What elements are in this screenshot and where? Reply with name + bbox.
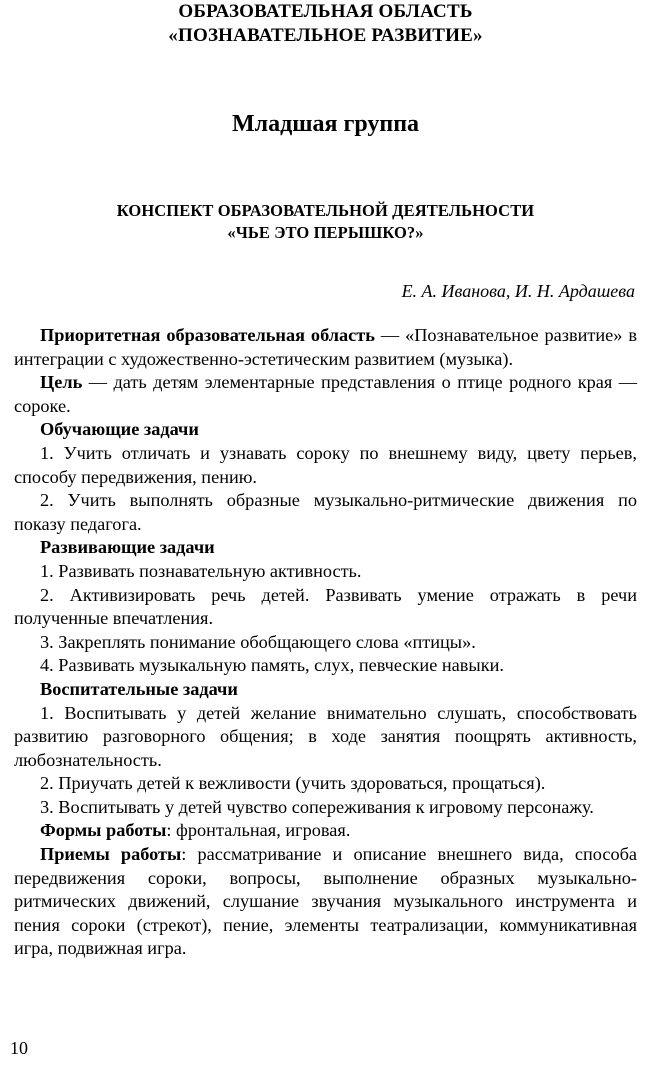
label-goal: Цель bbox=[40, 372, 83, 393]
authors-line: Е. А. Иванова, И. Н. Ардашева bbox=[401, 281, 635, 301]
lesson-subheader bbox=[14, 138, 637, 244]
developing-task-item-2: 2. Активизировать речь детей. Развивать умение отражать в речи полученные впечатления. bbox=[14, 584, 637, 629]
page-header bbox=[14, 0, 637, 48]
subheader-line-1: КОНСПЕКТ ОБРАЗОВАТЕЛЬНОЙ ДЕЯТЕЛЬНОСТИ bbox=[116, 201, 535, 220]
paragraph-forms-of-work bbox=[14, 819, 637, 843]
upbringing-task-item-1: 1. Воспитывать у детей желание внимательно слушать, способствовать развитию разговорного общения; в ходе занятия поощрять активность, любознательность. bbox=[14, 702, 637, 770]
upbringing-task-item-3: 3. Воспитывать у детей чувство сопереживания к игровому персонажу. bbox=[40, 796, 594, 817]
upbringing-task-item-2: 2. Приучать детей к вежливости (учить здороваться, прощаться). bbox=[40, 773, 546, 794]
header-line-2: «ПОЗНАВАТЕЛЬНОЕ РАЗВИТИЕ» bbox=[168, 25, 483, 46]
heading-teaching-tasks: Обучающие задачи bbox=[40, 419, 199, 440]
group-title: Младшая группа bbox=[231, 111, 420, 137]
developing-task-item-4: 4. Развивать музыкальную память, слух, певческие навыки. bbox=[40, 655, 504, 676]
subheader-line-2: «ЧЬЕ ЭТО ПЕРЫШКО?» bbox=[227, 223, 424, 242]
developing-task-item-1: 1. Развивать познавательную активность. bbox=[40, 560, 362, 581]
paragraph-methods-of-work bbox=[14, 843, 637, 961]
teaching-task-item-2: 2. Учить выполнять образные музыкально-ритмические движения по показу педагога. bbox=[14, 490, 637, 534]
teaching-task-item-1: 1. Учить отличать и узнавать сороку по внешнему виду, цвету перьев, способу передвижения, пению. bbox=[14, 442, 637, 487]
body-content bbox=[14, 302, 637, 961]
header-line-1: ОБРАЗОВАТЕЛЬНАЯ ОБЛАСТЬ bbox=[178, 1, 473, 22]
heading-developing-tasks: Развивающие задачи bbox=[40, 537, 215, 558]
label-forms-of-work: Формы работы bbox=[40, 820, 167, 841]
heading-upbringing-tasks: Воспитательные задачи bbox=[40, 678, 238, 699]
label-methods-of-work: Приемы работы bbox=[40, 844, 182, 865]
paragraph-goal bbox=[14, 371, 637, 418]
page-number: 10 bbox=[10, 1038, 28, 1058]
text-forms-of-work: : фронтальная, игровая. bbox=[166, 820, 351, 841]
text-priority-area: — «Познавательное развитие» в интеграции с художественно-эстетическим развитием (музыка). bbox=[14, 325, 637, 369]
label-priority-area: Приоритетная образовательная область bbox=[40, 325, 375, 345]
text-methods-of-work: : рассматривание и описание внешнего вида, способа передвижения сороки, вопросы, выполнение образных музыкально-ритмических движений, слушание звучания музыкального инструмента и пения сороки (стрекот), пение, элементы театрализации, коммуникативная игра, подвижная игра. bbox=[14, 844, 638, 959]
text-goal: — дать детям элементарные представления о птице родного края — сороке. bbox=[14, 372, 637, 416]
paragraph-priority-area bbox=[14, 324, 637, 371]
developing-task-item-3: 3. Закреплять понимание обобщающего слова «птицы». bbox=[40, 631, 476, 652]
